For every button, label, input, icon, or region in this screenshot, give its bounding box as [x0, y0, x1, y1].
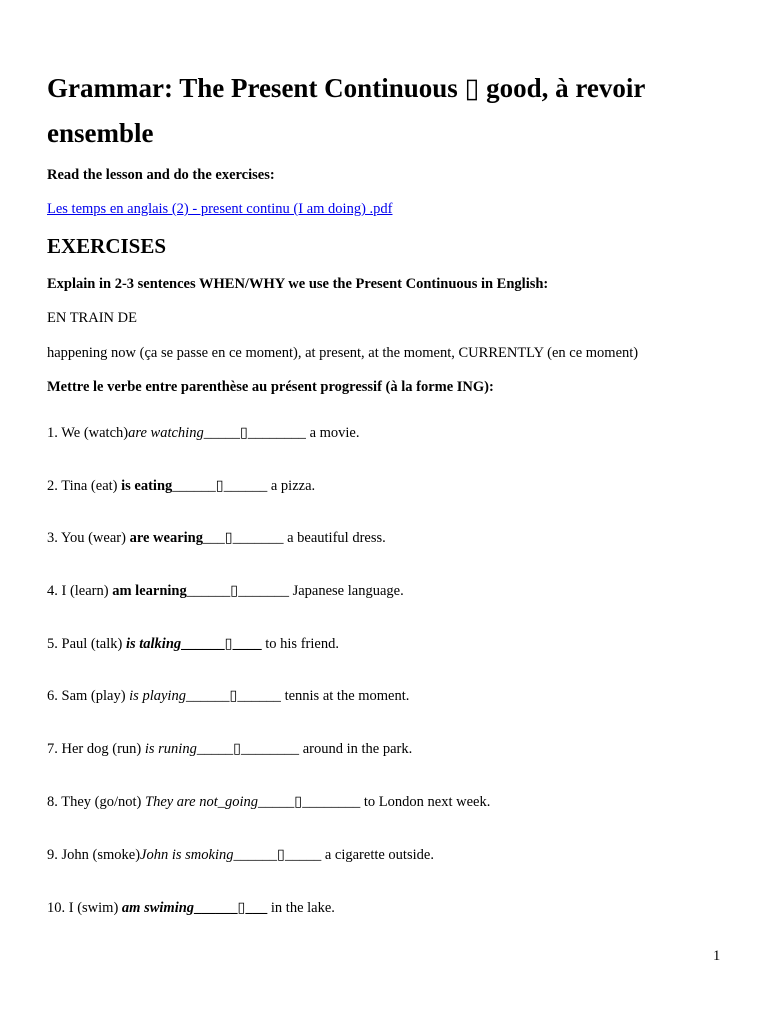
exercise-blank: _____▯________: [203, 425, 306, 441]
instruction-text: Read the lesson and do the exercises:: [47, 167, 275, 183]
answer-line-1: EN TRAIN DE: [47, 310, 137, 326]
exercise-blank: ___▯_______: [202, 530, 284, 546]
exercise-item: [47, 846, 434, 864]
exercise-instruction: Mettre le verbe entre parenthèse au présent progressif (à la forme ING):: [47, 379, 494, 395]
exercise-prefix: 3. You (wear): [47, 530, 130, 546]
exercise-blank: ______▯_____: [233, 847, 322, 863]
exercise-item: [47, 529, 386, 547]
exercise-blank: ______▯___: [194, 900, 268, 916]
exercise-answer[interactable]: am learning: [112, 583, 187, 599]
exercise-answer[interactable]: are watching: [128, 425, 204, 441]
exercise-suffix: a pizza.: [267, 478, 316, 494]
exercises-heading: EXERCISES: [47, 234, 167, 258]
question-text: Explain in 2-3 sentences WHEN/WHY we use the Present Continuous in English:: [47, 276, 549, 292]
exercise-suffix: a cigarette outside.: [321, 847, 434, 863]
exercise-suffix: to London next week.: [360, 794, 491, 810]
page-title: Grammar: The Present Continuous ▯ good, à revoir ensemble: [47, 73, 645, 148]
exercise-answer[interactable]: They are not_going: [145, 794, 259, 810]
exercise-item: [47, 477, 315, 495]
exercise-suffix: to his friend.: [261, 636, 339, 652]
exercise-answer[interactable]: John is smoking: [140, 847, 234, 863]
exercise-prefix: 4. I (learn): [47, 583, 113, 599]
exercise-blank: ______▯_______: [186, 583, 289, 599]
answer-line-2: happening now (ça se passe en ce moment), at present, at the moment, CURRENTLY (en ce moment): [47, 345, 639, 361]
exercise-answer[interactable]: is talking: [125, 636, 182, 652]
exercise-prefix: 9. John (smoke): [47, 847, 141, 863]
exercise-blank: ______▯______: [172, 478, 268, 494]
exercise-prefix: 10. I (swim): [47, 900, 122, 916]
exercise-item: [47, 793, 490, 811]
exercise-suffix: a movie.: [305, 425, 360, 441]
page-number: 1: [713, 948, 721, 964]
exercise-item: [47, 899, 335, 917]
exercise-suffix: in the lake.: [267, 900, 335, 916]
exercise-item: [47, 740, 412, 758]
exercise-item: [47, 582, 404, 600]
exercise-answer[interactable]: am swiming: [121, 900, 195, 916]
exercise-suffix: Japanese language.: [288, 583, 404, 599]
exercise-prefix: 2. Tina (eat): [47, 478, 122, 494]
exercise-prefix: 1. We (watch): [47, 425, 129, 441]
exercise-suffix: a beautiful dress.: [283, 530, 386, 546]
exercise-item: [47, 687, 409, 705]
exercise-blank: _____▯________: [196, 741, 300, 757]
exercise-suffix: around in the park.: [299, 741, 413, 757]
exercise-answer[interactable]: is playing: [129, 688, 186, 704]
exercise-blank: ______▯____: [181, 636, 262, 652]
exercise-answer[interactable]: is eating: [121, 478, 173, 494]
exercise-prefix: 5. Paul (talk): [47, 636, 126, 652]
exercise-prefix: 6. Sam (play): [47, 688, 130, 704]
exercise-item: [47, 424, 360, 442]
lesson-pdf-link[interactable]: Les temps en anglais (2) - present continu (I am doing) .pdf: [47, 201, 393, 217]
exercise-answer[interactable]: are wearing: [129, 530, 203, 546]
exercise-answer[interactable]: is runing: [144, 741, 197, 757]
exercise-item: [47, 635, 339, 653]
lesson-link-wrap: [47, 200, 393, 218]
exercise-suffix: tennis at the moment.: [280, 688, 410, 704]
exercise-prefix: 7. Her dog (run): [47, 741, 145, 757]
exercise-blank: ______▯______: [185, 688, 281, 704]
exercise-prefix: 8. They (go/not): [47, 794, 145, 810]
exercise-blank: _____▯________: [258, 794, 361, 810]
